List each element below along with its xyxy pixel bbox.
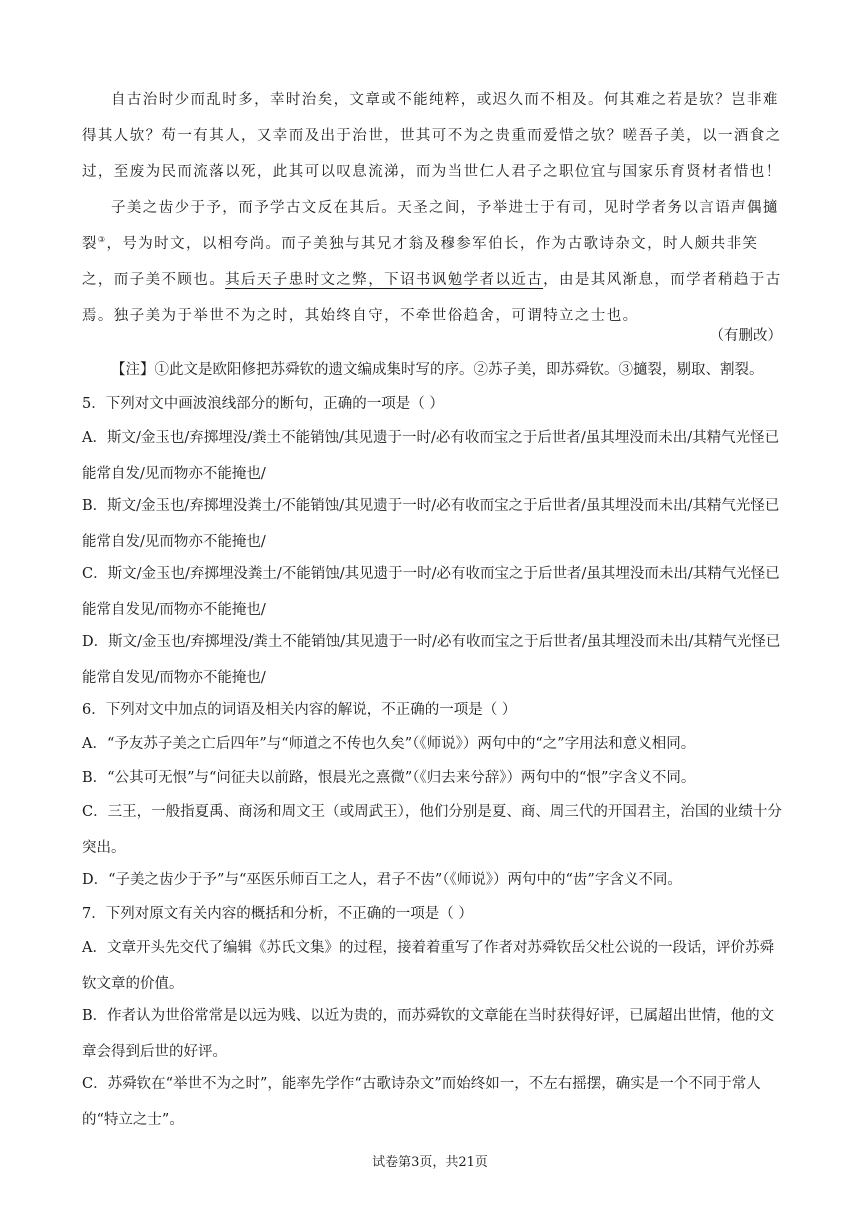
- question-6-option-c: C．三王，一般指夏禹、商汤和周文王（或周武王），他们分别是夏、商、周三代的开国君主，治国的业绩十分突出。: [82, 804, 782, 856]
- question-5-option-d: D．斯文/金玉也/弃掷埋没/粪土不能销蚀/其见遗于一时/必有收而宝之于后世者/虽其埋没而未出/其精气光怪已能常自发见/而物亦不能掩也/: [82, 634, 781, 686]
- passage-paragraph-2-text-b: ，号为时文，以相夸尚。而子美独与其兄才翁及穆参军伯长，作为古歌诗杂文，时人颇共非笑之，而子美不顾也。: [82, 236, 759, 288]
- footnote-marker: ③: [97, 235, 107, 245]
- question-6-option-a: A．“予友苏子美之亡后四年”与“师道之不传也久矣”（《师说》）两句中的“之”字用法和意义相同。: [82, 736, 696, 752]
- underlined-sentence: 其后天子患时文之弊，下诏书讽勉学者以近古: [225, 272, 544, 288]
- question-7-option-b: B．作者认为世俗常常是以远为贱、以近为贵的，而苏舜钦的文章能在当时获得好评，已属超出世情，他的文章会得到后世的好评。: [82, 1008, 775, 1060]
- question-6-option-d: D．“子美之齿少于予”与“巫医乐师百工之人，君子不齿”（《师说》）两句中的“齿”字含义不同。: [82, 872, 682, 888]
- passage-paragraph-2-text-a: 子美之齿少于予，而予学古文反在其后。天圣之间，予举进士于有司，见时学者务以言语声偶擿裂: [82, 200, 779, 252]
- source-note: （有删改）: [709, 328, 782, 344]
- passage-paragraph-1: [82, 82, 782, 190]
- passage-paragraph-2: [82, 190, 782, 334]
- question-7-stem: 7．下列对原文有关内容的概括和分析，不正确的一项是（ ）: [82, 906, 473, 922]
- page-footer: 试卷第3页，共21页: [372, 1155, 488, 1170]
- question-6-option-b: B．“公其可无恨”与“问征夫以前路，恨晨光之熹微”（《归去来兮辞》）两句中的“恨”字含义不同。: [82, 770, 696, 786]
- passage-paragraph-1-text: 自古治时少而乱时多，幸时治矣，文章或不能纯粹，或迟久而不相及。何其难之若是欤？岂非难得其人欤？苟一有其人，又幸而及出于治世，世其可不为之贵重而爱惜之欤？嗟吾子美，以一酒食之过，至废为民而流落以死，此其可以叹息流涕，而为当世仁人君子之职位宜与国家乐育贤材者惜也！: [82, 92, 782, 180]
- question-5-option-a: A．斯文/金玉也/弃掷埋没/粪土不能销蚀/其见遗于一时/必有收而宝之于后世者/虽其埋没而未出/其精气光怪已能常自发/见而物亦不能掩也/: [82, 430, 780, 482]
- question-5-option-b: B．斯文/金玉也/弃掷埋没粪土/不能销蚀/其见遗于一时/必有收而宝之于后世者/虽其埋没而未出/其精气光怪已能常自发/见而物亦不能掩也/: [82, 498, 780, 550]
- passage-paragraph-2-text-c: ，由是其风渐息，而学者稍趋于古焉。独子美为于举世不为之时，其始终自守，不牵世俗趋舍，可谓特立之士也。: [82, 272, 782, 324]
- annotation-note: 【注】①此文是欧阳修把苏舜钦的遗文编成集时写的序。②苏子美，即苏舜钦。③擿裂，剔取、割裂。: [111, 362, 764, 378]
- question-5-stem: 5．下列对文中画波浪线部分的断句，正确的一项是（ ）: [82, 396, 444, 412]
- question-7-option-c: C．苏舜钦在“举世不为之时”，能率先学作“古歌诗杂文”而始终如一，不左右摇摆，确实是一个不同于常人的“特立之士”。: [82, 1076, 761, 1128]
- question-7-option-a: A．文章开头先交代了编辑《苏氏文集》的过程，接着着重写了作者对苏舜钦岳父杜公说的一段话，评价苏舜钦文章的价值。: [82, 940, 774, 992]
- question-6-stem: 6．下列对文中加点的词语及相关内容的解说，不正确的一项是（ ）: [82, 702, 517, 718]
- question-5-option-c: C．斯文/金玉也/弃掷埋没粪土/不能销蚀/其见遗于一时/必有收而宝之于后世者/虽其埋没而未出/其精气光怪已能常自发见/而物亦不能掩也/: [82, 566, 780, 618]
